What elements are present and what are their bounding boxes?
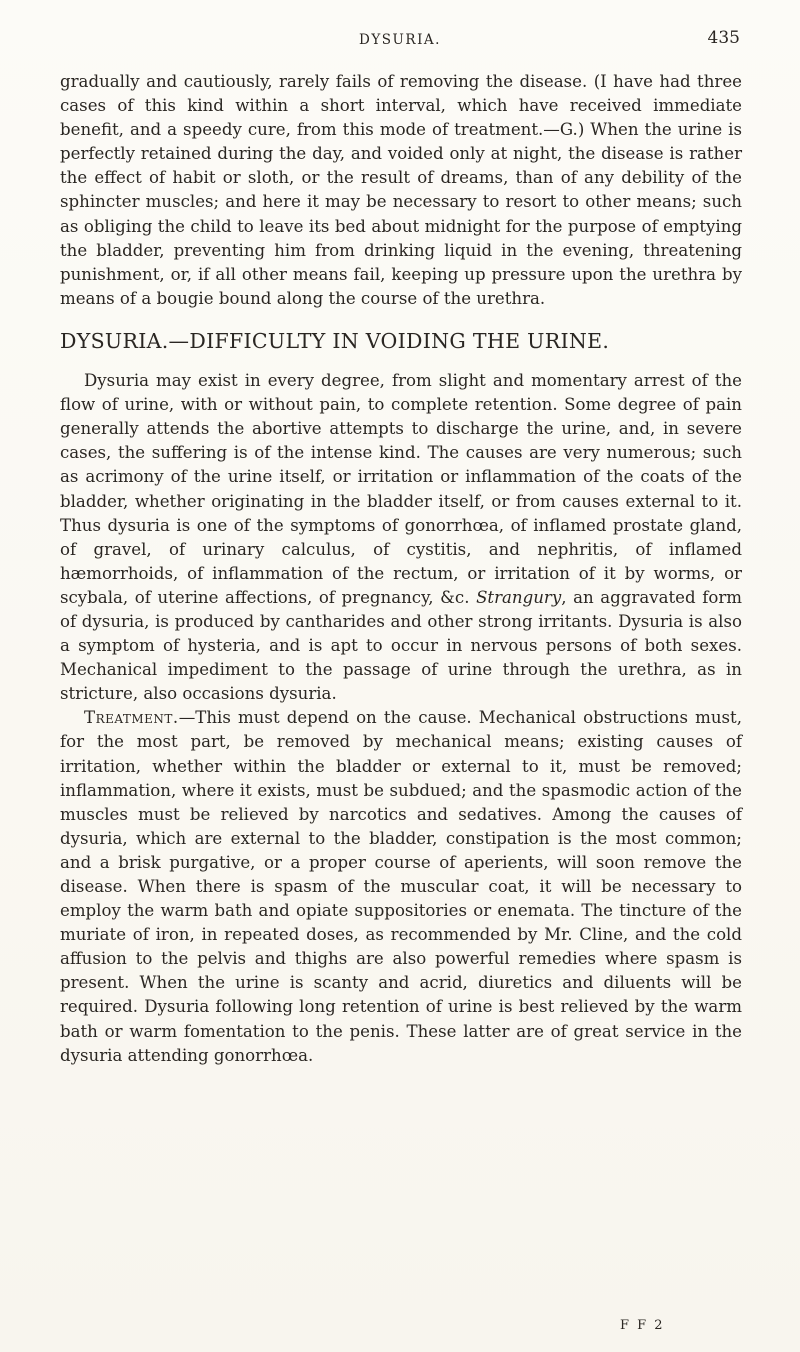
dysuria-text-part-1: Dysuria may exist in every degree, from slight and momentary arrest of the flow of urine, with or without pain, to complete retention. Some degree of pain generally attends the abortive attempts to discharge the urine, and, in severe cases, the suffering is of the intense kind. The causes are very numerous; such as acrimony of the urine itself, or irritation or inflammation of the coats of the bladder, whether originating in the bladder itself, or from causes external to it. Thus dysuria is one of the symptoms of gonorrhœa, of inflamed prostate gland, of gravel, of urinary calculus, of cystitis, and nephritis, of inflamed hæmorrhoids, of inflammation of the rectum, or irritation of it by worms, or scybala, of uterine affections, of pregnancy, &c. xyxy=(60,371,742,607)
signature-mark: F F 2 xyxy=(620,1318,665,1333)
section-heading: DYSURIA.—DIFFICULTY IN VOIDING THE URINE. xyxy=(60,328,610,353)
dysuria-text-part-2: , an aggravated form of dysuria, is produced by cantharides and other strong irritants. Dysuria is also a symptom of hysteria, and is apt to occur in nervous persons of both sexes. Mechanical impediment to the passage of urine through the urethra, as in stricture, also occasions dysuria. xyxy=(60,587,742,704)
page-number: 435 xyxy=(707,28,740,48)
continuation-paragraph: gradually and cautiously, rarely fails of removing the disease. (I have had three cases of this kind within a short interval, which have received immediate benefit, and a speedy cure, from this mode of treatment.—G.) When the urine is perfectly retained during the day, and voided only at night, the disease is rather the effect of habit or sloth, or the result of dreams, than of any debility of the sphincter muscles; and here it may be necessary to resort to other means; such as obliging the child to leave its bed about midnight for the purpose of emptying the bladder, preventing him from drinking liquid in the evening, threatening punishment, or, if all other means fail, keeping up pressure upon the urethra by means of a bougie bound along the course of the urethra. xyxy=(60,72,742,308)
running-title: DYSURIA. xyxy=(359,32,441,48)
running-head xyxy=(60,28,740,56)
treatment-text: —This must depend on the cause. Mechanical obstructions must, for the most part, be removed by mechanical means; existing causes of irritation, whether within the bladder or external to it, must be removed; inflammation, where it exists, must be subdued; and the spasmodic action of the muscles must be relieved by narcotics and sedatives. Among the causes of dysuria, which are external to the bladder, constipation is the most common; and a brisk purgative, or a proper course of aperients, will soon remove the disease. When there is spasm of the muscular coat, it will be necessary to employ the warm bath and opiate suppositories or enemata. The tincture of the muriate of iron, in repeated doses, as recommended by Mr. Cline, and the cold affusion to the pelvis and thighs are also powerful remedies where spasm is present. When the urine is scanty and acrid, diuretics and diluents will be required. Dysuria following long retention of urine is best relieved by the warm bath or warm fomentation to the penis. These latter are of great service in the dysuria attending gonorrhœa. xyxy=(60,708,742,1065)
treatment-label: Treatment. xyxy=(84,708,179,728)
treatment-paragraph xyxy=(60,706,742,1067)
strangury-term: Strangury xyxy=(476,587,562,607)
page-content xyxy=(60,70,742,1068)
dysuria-paragraph xyxy=(60,369,742,706)
